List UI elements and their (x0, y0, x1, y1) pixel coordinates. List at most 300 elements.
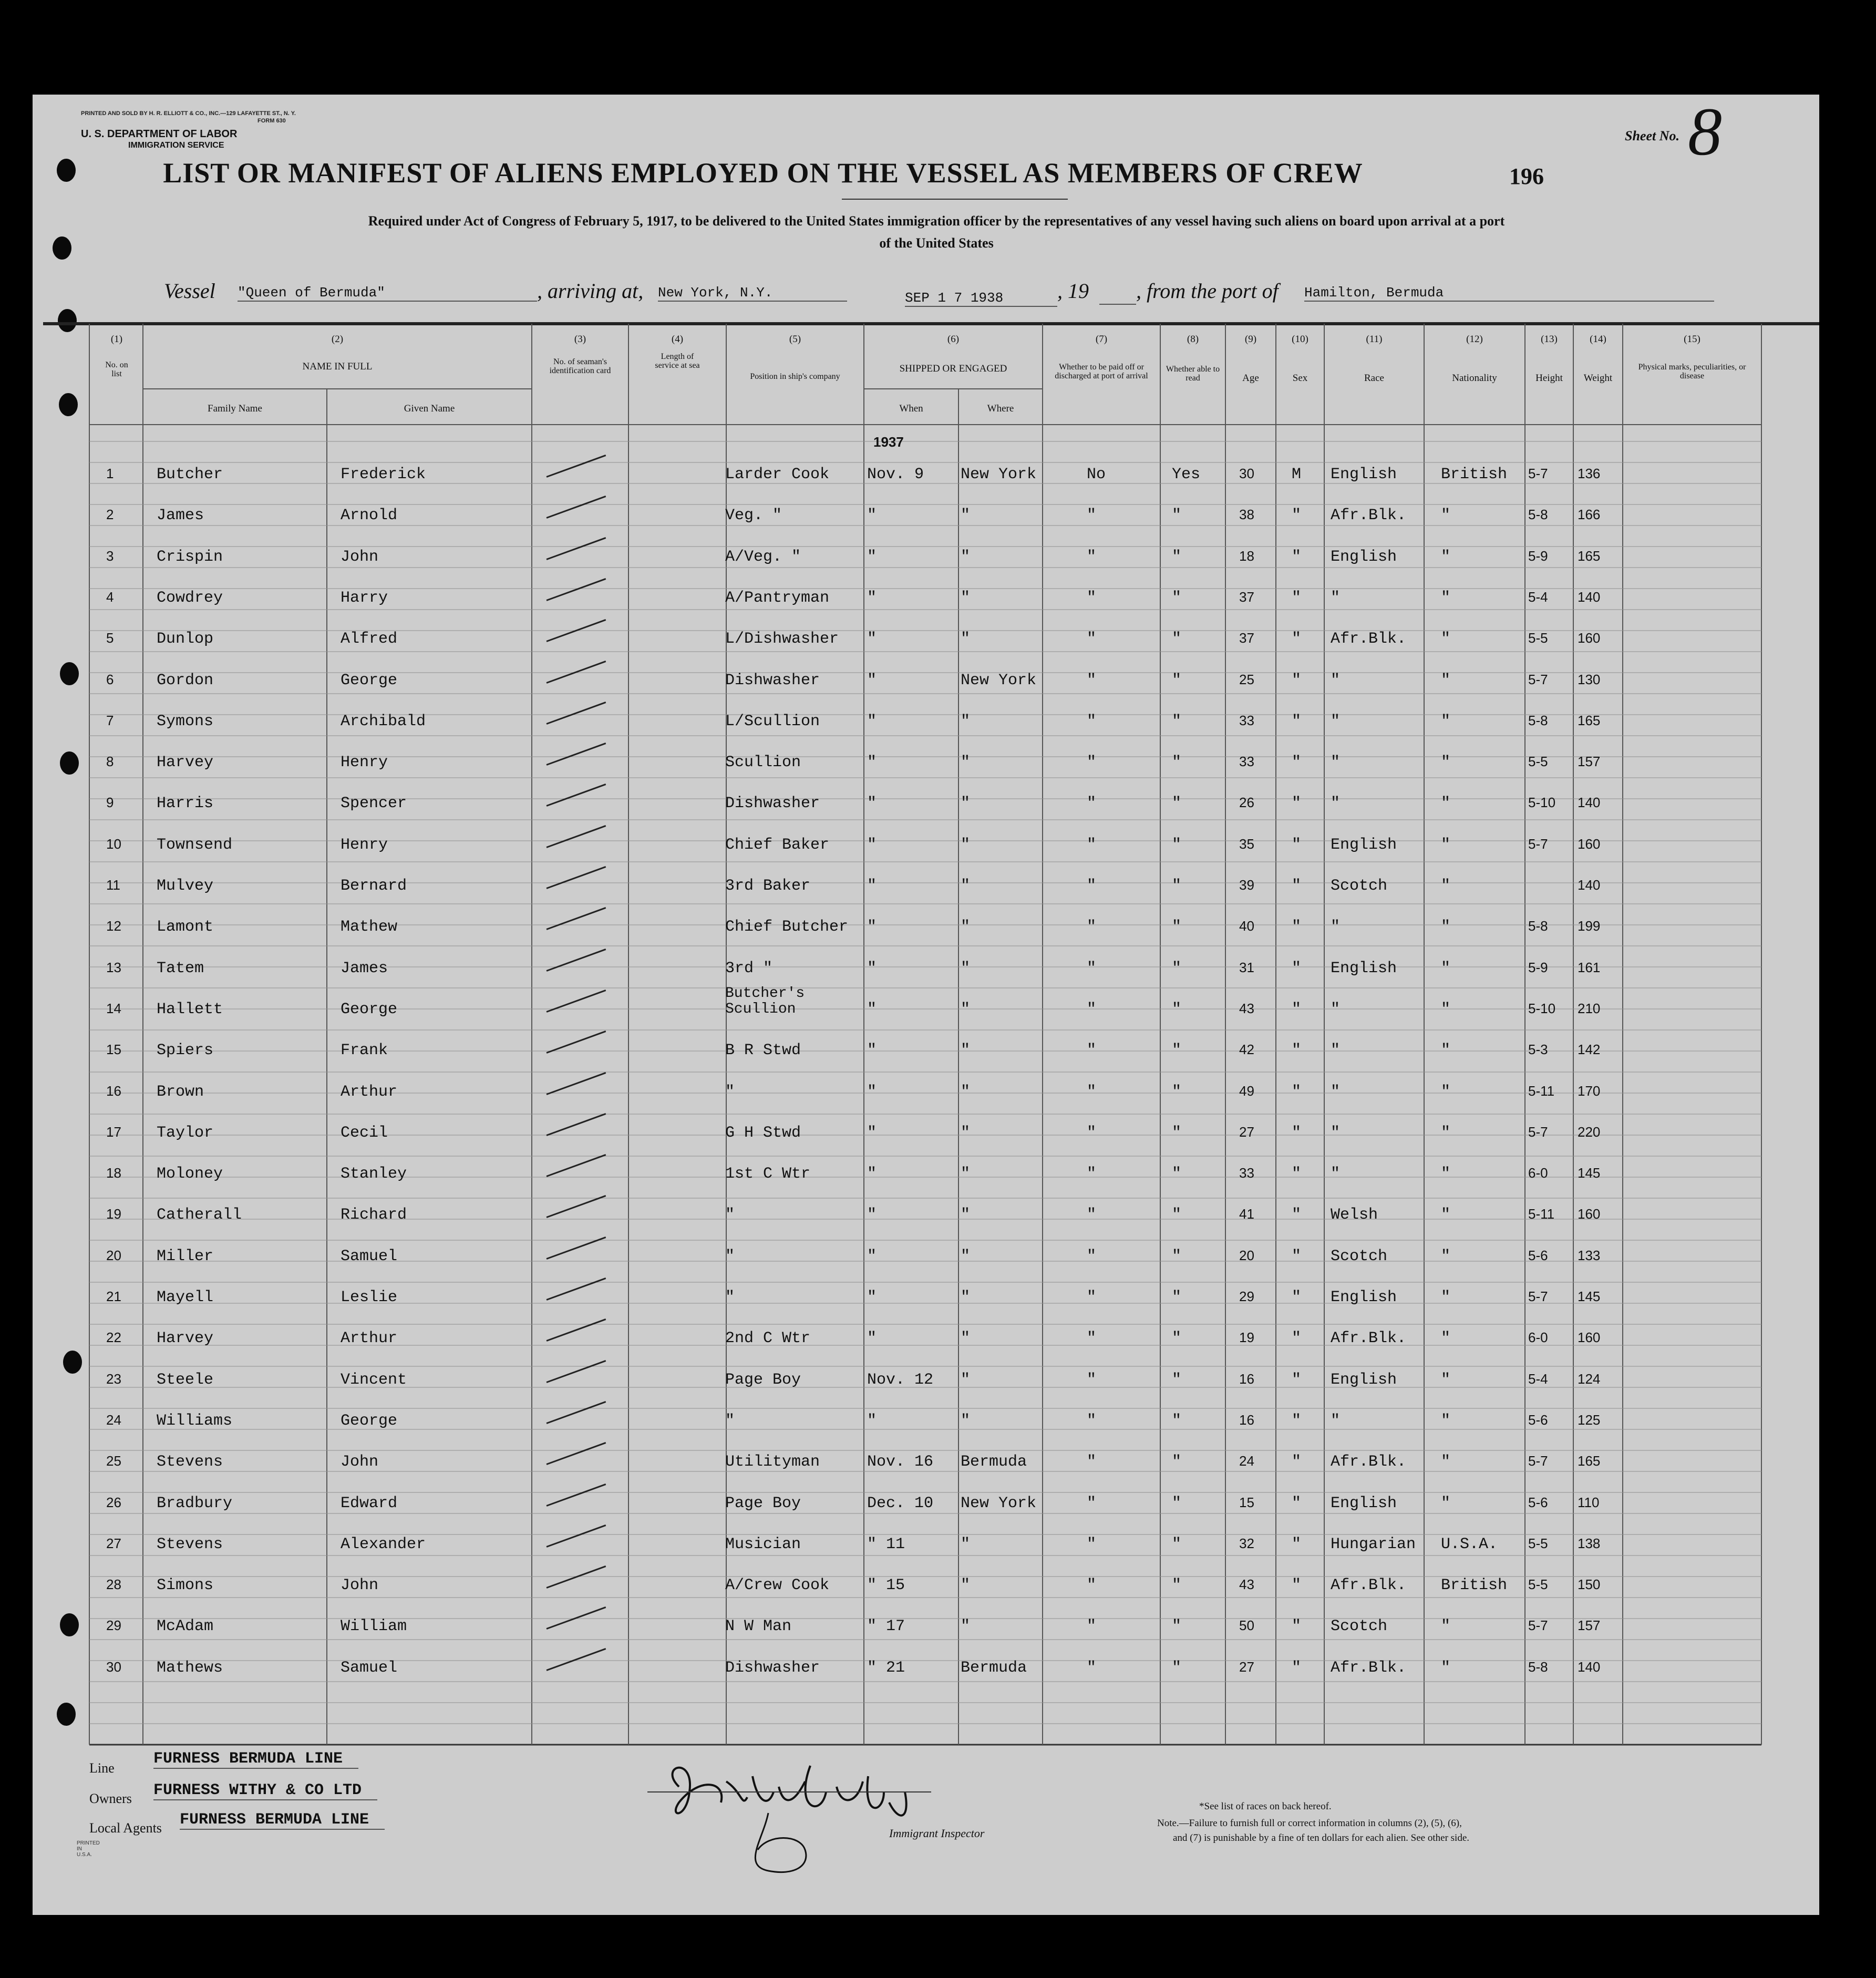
race: " (1331, 795, 1341, 812)
position: L/Scullion (725, 713, 820, 730)
weight: 136 (1578, 466, 1601, 481)
col-header: Height (1535, 373, 1563, 384)
able-to-read: " (1172, 1659, 1182, 1677)
shipped-where: " (961, 1206, 971, 1224)
printed-mark: PRINTED IN U.S.A. (77, 1840, 100, 1858)
row-number: 9 (106, 795, 114, 810)
race: Scotch (1331, 1248, 1388, 1265)
age: 42 (1239, 1042, 1254, 1057)
weight: 161 (1578, 960, 1601, 975)
able-to-read: " (1172, 1618, 1182, 1635)
col-header: Sex (1292, 373, 1308, 384)
paid-off: " (1087, 1289, 1097, 1306)
race: Hungarian (1331, 1536, 1416, 1553)
family-name: Harvey (157, 1330, 214, 1347)
sex: " (1292, 507, 1302, 524)
col-num: (7) (1095, 334, 1108, 345)
able-to-read: " (1172, 630, 1182, 648)
position: Chief Baker (725, 836, 830, 854)
paid-off: " (1087, 877, 1097, 895)
age: 16 (1239, 1412, 1254, 1428)
page-title: LIST OR MANIFEST OF ALIENS EMPLOYED ON THE VESSEL AS MEMBERS OF CREW (163, 157, 1363, 189)
row-number: 26 (106, 1495, 121, 1510)
age: 37 (1239, 589, 1254, 605)
paid-off: " (1087, 713, 1097, 730)
height: 5-8 (1528, 713, 1548, 728)
shipped-where: " (961, 795, 971, 812)
age: 19 (1239, 1330, 1254, 1345)
weight: 138 (1578, 1536, 1601, 1551)
family-name: Steele (157, 1371, 214, 1389)
given-name: Cecil (341, 1124, 388, 1142)
family-name: Moloney (157, 1165, 223, 1183)
col-header: Weight (1583, 373, 1613, 384)
sex: " (1292, 754, 1302, 771)
weight: 140 (1578, 1659, 1601, 1675)
col-num: (11) (1366, 334, 1383, 345)
paid-off: " (1087, 795, 1097, 812)
manifest-sheet (33, 95, 1819, 1915)
race: English (1331, 466, 1397, 483)
family-name: Taylor (157, 1124, 214, 1142)
height: 5-6 (1528, 1248, 1548, 1263)
weight: 150 (1578, 1577, 1601, 1592)
row-number: 2 (106, 507, 114, 522)
nationality: " (1441, 548, 1451, 566)
col-header: Position in ship's company (750, 372, 840, 381)
age: 39 (1239, 877, 1254, 893)
given-name: Frank (341, 1042, 388, 1059)
row-number: 17 (106, 1124, 121, 1140)
position: Veg. " (725, 507, 782, 524)
row-number: 3 (106, 548, 114, 564)
position: " (725, 1248, 735, 1265)
paid-off: " (1087, 1330, 1097, 1347)
able-to-read: " (1172, 1042, 1182, 1059)
age: 38 (1239, 507, 1254, 522)
col-header: SHIPPED OR ENGAGED (899, 363, 1007, 374)
shipped-where: " (961, 507, 971, 524)
race: Afr.Blk. (1331, 1330, 1407, 1347)
family-name: Cowdrey (157, 589, 223, 607)
sex: " (1292, 1495, 1302, 1512)
shipped-when: " (867, 1289, 877, 1306)
position: " (725, 1289, 735, 1306)
age: 43 (1239, 1001, 1254, 1016)
row-number: 4 (106, 589, 114, 605)
given-name: Edward (341, 1495, 398, 1512)
height: 5-8 (1528, 1659, 1548, 1675)
race: English (1331, 548, 1397, 566)
row-number: 27 (106, 1536, 121, 1551)
col-header: No. on list (105, 360, 128, 378)
shipped-when: " (867, 507, 877, 524)
shipped-when: " (867, 713, 877, 730)
family-name: Brown (157, 1083, 204, 1101)
col-num: (4) (671, 334, 684, 345)
height: 5-7 (1528, 672, 1548, 687)
shipped-where: " (961, 836, 971, 854)
family-name: Butcher (157, 466, 223, 483)
shipped-when: Dec. 10 (867, 1495, 934, 1512)
weight: 166 (1578, 507, 1601, 522)
shipped-when: " (867, 630, 877, 648)
height: 5-11 (1528, 1206, 1555, 1222)
height: 5-7 (1528, 1289, 1548, 1304)
given-name: Henry (341, 836, 388, 854)
position: " (725, 1412, 735, 1430)
shipped-when: " 11 (867, 1536, 905, 1553)
col-header: When (899, 403, 923, 414)
nationality: " (1441, 1495, 1451, 1512)
age: 41 (1239, 1206, 1254, 1222)
given-name: Samuel (341, 1248, 398, 1265)
given-name: Frederick (341, 466, 426, 483)
family-name: Bradbury (157, 1495, 233, 1512)
row-number: 30 (106, 1659, 121, 1675)
shipped-when: " (867, 836, 877, 854)
nationality: " (1441, 1042, 1451, 1059)
col-num: (2) (331, 334, 344, 345)
family-name: Stevens (157, 1453, 223, 1471)
arriving-label: , arriving at, (537, 279, 644, 303)
position: 2nd C Wtr (725, 1330, 811, 1347)
given-name: Samuel (341, 1659, 398, 1677)
nationality: " (1441, 1371, 1451, 1389)
weight: 160 (1578, 1206, 1601, 1222)
shipped-where: " (961, 1412, 971, 1430)
col-num: (13) (1541, 334, 1558, 345)
race: English (1331, 1495, 1397, 1512)
weight: 130 (1578, 672, 1601, 687)
col-num: (3) (574, 334, 586, 345)
row-number: 7 (106, 713, 114, 728)
paid-off: " (1087, 1083, 1097, 1101)
position: Dishwasher (725, 672, 820, 689)
col-header: Whether to be paid off or discharged at port of arrival (1055, 363, 1148, 380)
paid-off: " (1087, 1453, 1097, 1471)
row-number: 23 (106, 1371, 121, 1387)
paid-off: " (1087, 754, 1097, 771)
shipped-where: New York (961, 466, 1037, 483)
height: 5-5 (1528, 754, 1548, 769)
shipped-when: " (867, 1248, 877, 1265)
height: 5-9 (1528, 548, 1548, 564)
shipped-where: " (961, 1289, 971, 1306)
col-header: Race (1364, 373, 1384, 384)
shipped-when: " 17 (867, 1618, 905, 1635)
race: Afr.Blk. (1331, 630, 1407, 648)
shipped-when: Nov. 9 (867, 466, 924, 483)
sex: " (1292, 1453, 1302, 1471)
shipped-where: " (961, 918, 971, 936)
race: English (1331, 1289, 1397, 1306)
given-name: Vincent (341, 1371, 407, 1389)
nationality: British (1441, 466, 1508, 483)
family-name: Dunlop (157, 630, 214, 648)
shipped-when: " (867, 754, 877, 771)
age: 50 (1239, 1618, 1254, 1633)
sex: " (1292, 1371, 1302, 1389)
paid-off: " (1087, 1248, 1097, 1265)
able-to-read: " (1172, 1289, 1182, 1306)
height: 5-4 (1528, 589, 1548, 605)
family-name: Tatem (157, 960, 204, 977)
able-to-read: " (1172, 1124, 1182, 1142)
col-header: Physical marks, peculiarities, or disease (1638, 363, 1746, 380)
height: 5-10 (1528, 795, 1556, 810)
shipped-when: " (867, 1042, 877, 1059)
age: 15 (1239, 1495, 1254, 1510)
shipped-where: " (961, 1248, 971, 1265)
race: Afr.Blk. (1331, 507, 1407, 524)
nationality: " (1441, 754, 1451, 771)
family-name: Mayell (157, 1289, 214, 1306)
age: 27 (1239, 1124, 1254, 1140)
shipped-where: " (961, 589, 971, 607)
weight: 160 (1578, 836, 1601, 852)
shipped-where: " (961, 1577, 971, 1594)
family-name: Gordon (157, 672, 214, 689)
weight: 199 (1578, 918, 1601, 934)
sex: " (1292, 1124, 1302, 1142)
printer-line: PRINTED AND SOLD BY H. R. ELLIOTT & CO., INC.—129 LAFAYETTE ST., N. Y. (81, 110, 296, 117)
arrival-date-stamp: SEP 1 7 1938 (905, 290, 1057, 307)
col-header: Whether able to read (1166, 365, 1220, 383)
given-name: Richard (341, 1206, 407, 1224)
family-name: Harris (157, 795, 214, 812)
age: 20 (1239, 1248, 1254, 1263)
sex: " (1292, 1165, 1302, 1183)
col-header: Where (987, 403, 1014, 414)
family-name: James (157, 507, 204, 524)
given-name: Alfred (341, 630, 398, 648)
age: 18 (1239, 548, 1254, 564)
inspector-signature (637, 1745, 952, 1902)
able-to-read: " (1172, 1536, 1182, 1553)
position: B R Stwd (725, 1042, 801, 1059)
given-name: Archibald (341, 713, 426, 730)
year-note: 1937 (873, 434, 904, 450)
family-name: Spiers (157, 1042, 214, 1059)
height: 5-7 (1528, 1618, 1548, 1633)
shipped-where: " (961, 630, 971, 648)
given-name: James (341, 960, 388, 977)
weight: 160 (1578, 1330, 1601, 1345)
sex: " (1292, 589, 1302, 607)
position: 1st C Wtr (725, 1165, 811, 1183)
family-name: Williams (157, 1412, 233, 1430)
shipped-when: " (867, 1001, 877, 1018)
sex: " (1292, 877, 1302, 895)
sex: " (1292, 1659, 1302, 1677)
weight: 160 (1578, 630, 1601, 646)
height: 5-11 (1528, 1083, 1555, 1099)
stamp-number: 196 (1509, 163, 1544, 189)
col-header: NAME IN FULL (302, 361, 373, 372)
height: 5-8 (1528, 918, 1548, 934)
shipped-when: " (867, 672, 877, 689)
able-to-read: " (1172, 1001, 1182, 1018)
race: " (1331, 1001, 1341, 1018)
able-to-read: " (1172, 1453, 1182, 1471)
weight: 125 (1578, 1412, 1601, 1428)
col-num: (10) (1292, 334, 1308, 345)
paid-off: " (1087, 1124, 1097, 1142)
nationality: " (1441, 1412, 1451, 1430)
position: Musician (725, 1536, 801, 1553)
service-name: IMMIGRATION SERVICE (128, 141, 224, 150)
shipped-where: " (961, 754, 971, 771)
given-name: John (341, 548, 379, 566)
age: 33 (1239, 713, 1254, 728)
shipped-where: " (961, 1124, 971, 1142)
able-to-read: " (1172, 960, 1182, 977)
weight: 133 (1578, 1248, 1601, 1263)
height: 5-4 (1528, 1371, 1548, 1387)
shipped-where: " (961, 1371, 971, 1389)
shipped-when: " (867, 548, 877, 566)
able-to-read: " (1172, 1083, 1182, 1101)
family-name: McAdam (157, 1618, 214, 1635)
able-to-read: " (1172, 589, 1182, 607)
row-number: 12 (106, 918, 121, 934)
paid-off: " (1087, 960, 1097, 977)
position: Utilityman (725, 1453, 820, 1471)
family-name: Harvey (157, 754, 214, 771)
paid-off: " (1087, 1001, 1097, 1018)
age: 31 (1239, 960, 1254, 975)
position: Larder Cook (725, 466, 830, 483)
weight: 220 (1578, 1124, 1601, 1140)
shipped-where: " (961, 877, 971, 895)
able-to-read: " (1172, 1412, 1182, 1430)
nationality: " (1441, 1659, 1451, 1677)
height: 5-5 (1528, 630, 1548, 646)
weight: 210 (1578, 1001, 1601, 1016)
able-to-read: " (1172, 713, 1182, 730)
race: " (1331, 713, 1341, 730)
sex: " (1292, 1083, 1302, 1101)
nationality: " (1441, 1001, 1451, 1018)
shipped-where: " (961, 1165, 971, 1183)
note-line: and (7) is punishable by a fine of ten dollars for each alien. See other side. (1173, 1832, 1470, 1843)
family-name: Miller (157, 1248, 214, 1265)
shipped-where: " (961, 1001, 971, 1018)
race: English (1331, 960, 1397, 977)
given-name: Arthur (341, 1083, 398, 1101)
from-label: , from the port of (1136, 279, 1279, 303)
shipped-where: " (961, 713, 971, 730)
shipped-when: " (867, 1083, 877, 1101)
age: 49 (1239, 1083, 1254, 1099)
col-num: (1) (110, 334, 123, 345)
paid-off: " (1087, 1412, 1097, 1430)
paid-off: " (1087, 1536, 1097, 1553)
position: Butcher's Scullion (725, 985, 805, 1017)
sex: " (1292, 548, 1302, 566)
able-to-read: Yes (1172, 466, 1201, 483)
shipped-when: " (867, 1206, 877, 1224)
height: 5-5 (1528, 1577, 1548, 1592)
nationality: " (1441, 507, 1451, 524)
row-number: 1 (106, 466, 114, 481)
row-number: 21 (106, 1289, 121, 1304)
paid-off: " (1087, 918, 1097, 936)
from-port: Hamilton, Bermuda (1304, 285, 1714, 302)
row-number: 19 (106, 1206, 121, 1222)
able-to-read: " (1172, 877, 1182, 895)
paid-off: " (1087, 1206, 1097, 1224)
family-name: Catherall (157, 1206, 242, 1224)
family-name: Hallett (157, 1001, 223, 1018)
position: G H Stwd (725, 1124, 801, 1142)
col-num: (15) (1684, 334, 1700, 345)
col-header: Nationality (1452, 373, 1497, 384)
race: " (1331, 672, 1341, 689)
family-name: Crispin (157, 548, 223, 566)
sex: " (1292, 1001, 1302, 1018)
row-number: 14 (106, 1001, 121, 1016)
nationality: " (1441, 672, 1451, 689)
weight: 165 (1578, 713, 1601, 728)
row-number: 24 (106, 1412, 121, 1428)
weight: 170 (1578, 1083, 1601, 1099)
nationality: " (1441, 1289, 1451, 1306)
shipped-when: " 21 (867, 1659, 905, 1677)
paid-off: " (1087, 1577, 1097, 1594)
shipped-when: " (867, 1412, 877, 1430)
race: " (1331, 918, 1341, 936)
paid-off: " (1087, 1495, 1097, 1512)
shipped-when: " (867, 877, 877, 895)
race: " (1331, 1412, 1341, 1430)
note-line: Note.—Failure to furnish full or correct information in columns (2), (5), (6), (1157, 1818, 1462, 1829)
height: 5-7 (1528, 1124, 1548, 1140)
paid-off: " (1087, 589, 1097, 607)
age: 40 (1239, 918, 1254, 934)
row-number: 16 (106, 1083, 121, 1099)
paid-off: " (1087, 630, 1097, 648)
shipped-where: " (961, 960, 971, 977)
sex: " (1292, 960, 1302, 977)
weight: 140 (1578, 589, 1601, 605)
given-name: John (341, 1577, 379, 1594)
shipped-where: " (961, 548, 971, 566)
sex: " (1292, 1577, 1302, 1594)
able-to-read: " (1172, 1206, 1182, 1224)
sex: " (1292, 1042, 1302, 1059)
row-number: 13 (106, 960, 121, 975)
col-num: (6) (947, 334, 960, 345)
nationality: " (1441, 1124, 1451, 1142)
sex: " (1292, 1330, 1302, 1347)
race: " (1331, 1083, 1341, 1101)
note-races: *See list of races on back hereof. (1199, 1801, 1332, 1812)
col-num: (12) (1466, 334, 1483, 345)
row-number: 5 (106, 630, 114, 646)
family-name: Symons (157, 713, 214, 730)
subtitle-line: of the United States (879, 235, 994, 251)
given-name: Bernard (341, 877, 407, 895)
race: " (1331, 1165, 1341, 1183)
sex: " (1292, 795, 1302, 812)
able-to-read: " (1172, 1495, 1182, 1512)
col-num: (9) (1244, 334, 1257, 345)
sex: M (1292, 466, 1302, 483)
height: 6-0 (1528, 1165, 1548, 1181)
subtitle-line: Required under Act of Congress of February 5, 1917, to be delivered to the United States immigration officer by the representatives of any vessel having such aliens on board upon arrival at a port (368, 213, 1505, 229)
